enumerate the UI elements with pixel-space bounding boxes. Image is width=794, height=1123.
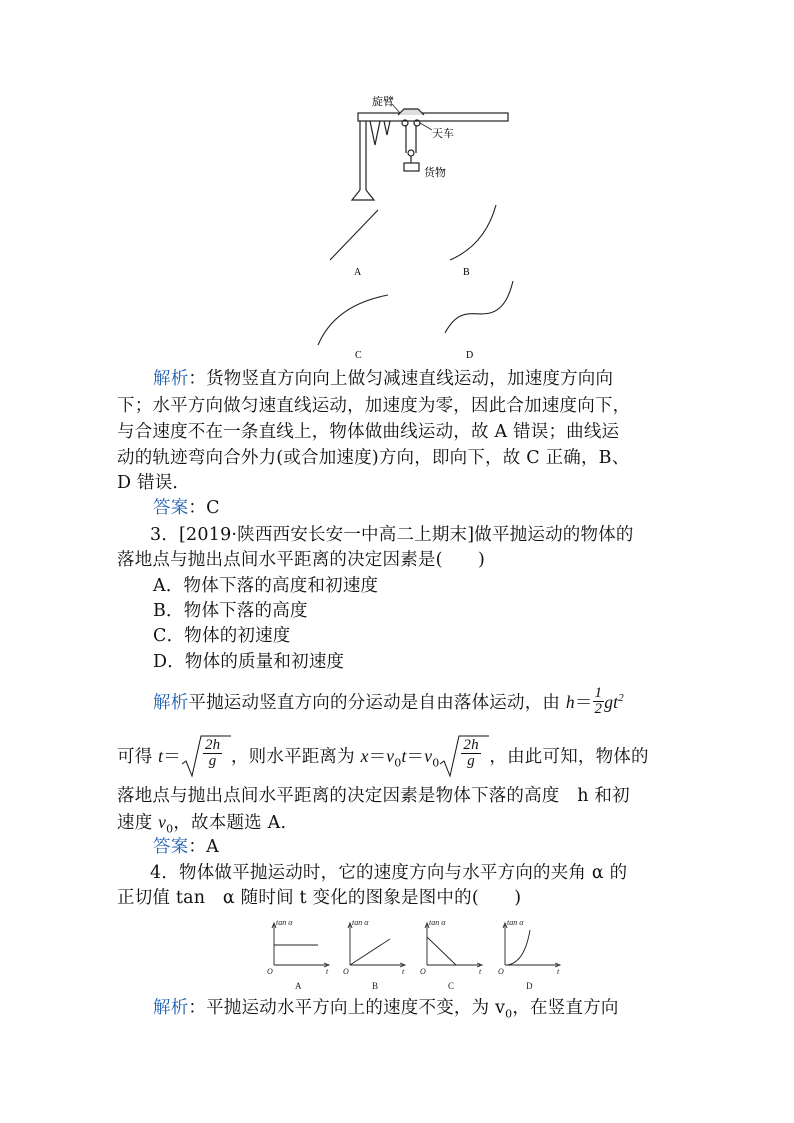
sub-0-3: 0 (166, 822, 174, 836)
sqrt-num-2: 2h (463, 737, 479, 753)
var-t: t (158, 746, 164, 766)
graph-b-line (350, 939, 390, 965)
q3-line4-a: 速度 (117, 813, 159, 833)
q2-analysis-line-5: D 错误． (117, 473, 191, 493)
q2-analysis-line-1 (153, 367, 613, 391)
graph-a-origin: O (267, 967, 273, 976)
label-cargo: 货物 (424, 167, 446, 179)
trajectory-option-d (445, 281, 513, 333)
graph-c-line (427, 937, 456, 965)
q4-stem-line-1: 4．物体做平抛运动时，它的速度方向与水平方向的夹角 α 的 (150, 863, 628, 883)
graph-d-label: D (526, 981, 533, 991)
graph-c-origin: O (420, 967, 426, 976)
graph-a-ylabel: tan α (276, 918, 293, 927)
trajectory-option-a (330, 210, 378, 260)
graph-c-axes (425, 923, 482, 967)
graph-a-xlabel: t (326, 967, 329, 976)
sqrt-den-1: g (208, 753, 217, 769)
q2-analysis-line-4: 动的轨迹弯向合外力(或合加速度)方向，即向下，故 C 正确，B、 (117, 448, 630, 468)
graph-a-label: A (295, 981, 302, 991)
q3-analysis-line-3: 落地点与抛出点间水平距离的决定因素是物体下落的高度 h 和初 (117, 786, 630, 806)
crane-pole (352, 104, 508, 200)
graph-d-curve (505, 930, 530, 965)
q3-answer-value: ：A (188, 837, 219, 857)
crane-figure (300, 95, 560, 365)
q4-stem-line-2: 正切值 tan α 随时间 t 变化的图象是图中的( ) (117, 888, 522, 908)
sqrt-num-1: 2h (204, 737, 221, 753)
sqrt-expression-1 (181, 734, 231, 778)
q3-analysis-line-1 (153, 686, 624, 719)
sqrt-expression-2 (439, 734, 489, 778)
q4-sub-0: 0 (505, 1007, 513, 1021)
var-gt: gt (604, 691, 619, 712)
var-v0-2: v (424, 746, 433, 766)
graph-b-ylabel: tan α (352, 918, 369, 927)
fraction-num: 1 (594, 684, 603, 701)
graph-b-origin: O (343, 967, 349, 976)
sqrt-den-2: g (467, 753, 475, 769)
q4-analysis-tail: ，在竖直方向 (512, 998, 619, 1018)
q3-line4-b: ，故本题选 A. (173, 813, 287, 833)
sub-0: 0 (394, 756, 402, 770)
graph-b-label: B (372, 981, 379, 991)
sub-0-2: 0 (432, 756, 440, 770)
label-arm: 旋臂 (372, 96, 394, 108)
q3-stem-line-1: 3．[2019·陕西西安长安一中高二上期末]做平抛运动的物体的 (150, 525, 634, 545)
var-h: h (565, 691, 575, 712)
q3-option-d: D．物体的质量和初速度 (153, 652, 345, 672)
q2-analysis-text-1: ：货物竖直方向向上做匀减速直线运动，加速度方向向 (188, 369, 614, 389)
graph-d-xlabel: t (557, 967, 560, 976)
q3-answer (153, 835, 219, 859)
q2-analysis-line-3: 与合速度不在一条直线上，物体做曲线运动，故 A 错误；曲线运 (117, 422, 620, 442)
trajectory-option-c (318, 295, 388, 345)
q3-stem-line-2: 落地点与抛出点间水平距离的决定因素是( ) (117, 550, 486, 570)
graph-d-origin: O (498, 967, 504, 976)
q3-text-conclusion: ，由此可知，物体的 (489, 747, 649, 767)
var-x: x (360, 746, 369, 766)
sqrt-fraction-1 (203, 738, 222, 769)
q2-answer-label: 答案 (153, 498, 189, 518)
trajectory-option-b-label: B (463, 267, 470, 278)
q3-option-c: C．物体的初速度 (153, 626, 291, 646)
graph-b-xlabel: t (402, 967, 405, 976)
q3-text-horizontal: ，则水平距离为 (230, 747, 361, 767)
graph-c-label: C (448, 981, 455, 991)
var-t-2: t (401, 746, 407, 766)
q2-answer (153, 496, 220, 520)
sup-2: 2 (618, 692, 624, 704)
graph-d-axes (503, 923, 560, 967)
var-v0: v (386, 746, 395, 766)
graph-d-ylabel: tan α (507, 918, 524, 927)
graph-c-ylabel: tan α (429, 918, 446, 927)
trajectory-option-b (450, 205, 496, 260)
q2-analysis-line-2: 下；水平方向做匀速直线运动，加速度为零，因此合加速度向下， (117, 396, 631, 416)
q3-analysis-label: 解析 (153, 692, 189, 713)
q2-analysis-label: 解析 (153, 369, 189, 389)
q4-analysis-label: 解析 (153, 998, 189, 1018)
q4-graphs (262, 915, 572, 995)
eq-sign-3: ＝ (368, 747, 387, 767)
q2-answer-value: ：C (188, 498, 220, 518)
q3-option-b: B．物体下落的高度 (153, 601, 308, 621)
eq-sign-2: ＝ (163, 747, 181, 767)
sqrt-fraction-2 (461, 738, 480, 769)
q3-analysis-text-1: 平抛运动竖直方向的分运动是自由落体运动，由 (188, 692, 566, 713)
var-v0-3: v (158, 812, 167, 832)
trajectory-option-d-label: D (466, 350, 474, 361)
fraction-half (593, 686, 605, 717)
q3-text-kede: 可得 (117, 747, 159, 767)
graph-c-xlabel: t (479, 967, 482, 976)
q4-analysis-line-1 (153, 996, 619, 1027)
eq-sign-4: ＝ (406, 747, 425, 767)
trajectory-option-c-label: C (355, 350, 362, 361)
label-trolley: 天车 (432, 128, 454, 140)
q3-option-a: A．物体下落的高度和初速度 (153, 576, 379, 596)
fraction-den: 2 (594, 700, 603, 717)
eq-sign: ＝ (574, 692, 593, 713)
q4-analysis-text: ：平抛运动水平方向上的速度不变，为 v (188, 998, 506, 1018)
q3-answer-label: 答案 (153, 837, 189, 857)
trajectory-option-a-label: A (354, 267, 362, 278)
q3-analysis-line-2 (117, 734, 649, 778)
